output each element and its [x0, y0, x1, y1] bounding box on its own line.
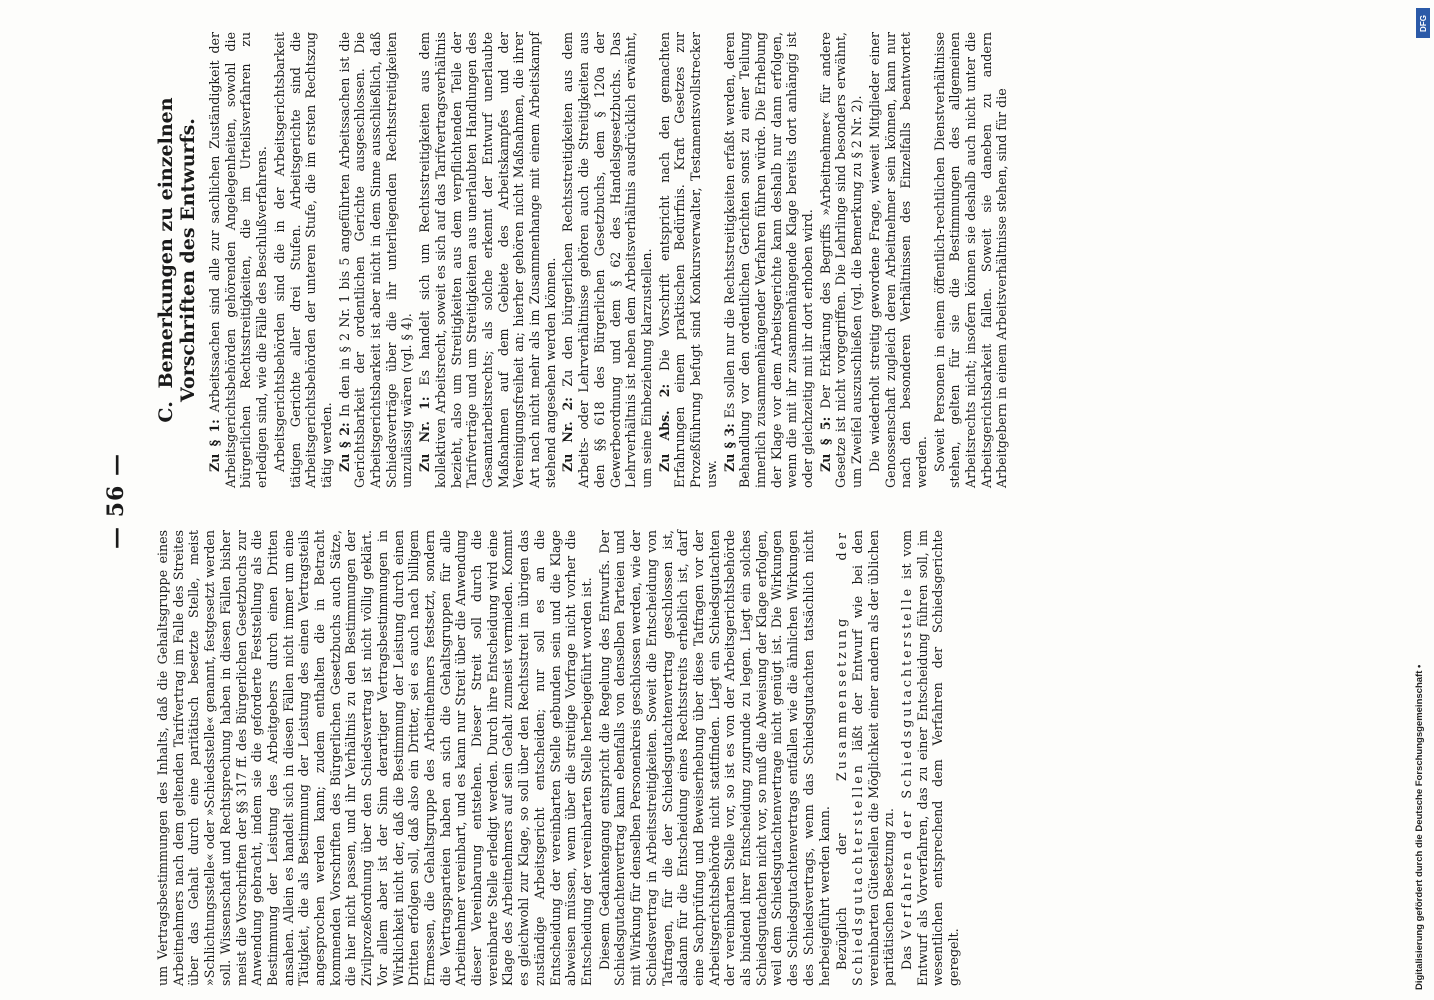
paragraph: Diesem Gedankengang entspricht die Regelung des Entwurfs. Der Schiedsgutachtenvertrag kann ebenfalls von denselben Parteien und mit Wirkung für denselben Personenkreis geschlossen werden, wie der Schiedsvertrag in Arbeitsstreitigkeiten. Soweit die Entscheidung von Tatfragen, für die der Schiedsgutachtenvertrag geschlossen ist, alsdann für die Entscheidung eines Rechtsstreits erheblich ist, darf eine Sachprüfung und Beweiserhebung über diese Tatfragen vor der Arbeitsgerichtsbehörde nicht stattfinden. Liegt ein Schiedsgutachten der vereinbarten Stelle vor, so ist es von der Arbeitsgerichtsbehörde als bindend ihrer Entscheidung zugrunde zu legen. Liegt ein solches Schiedsgutachten nicht vor, so muß die Abweisung der Klage erfolgen, weil dem Schiedsgutachtenvertrage nicht genügt ist. Die Wirkungen des Schiedsgutachtenvertrags entfallen wie die ähnlichen Wirkungen des Schiedsvertrags, wenn das Schiedsgutachten tatsächlich nicht herbeigeführt werden kann.: [596, 530, 832, 986]
paragraph-text: In den in § 2 Nr. 1 bis 5 angeführten Arbeitssachen ist die Gerichtsbarkeit der ordentlichen Gerichte ausgeschlossen. Die Arbeitsgerichtsbarkeit ist aber nicht in dem Sinne ausschließlich, daß Schiedsverträge über die ihr unterliegenden Rechtsstreitigkeiten unzulässig wären (vgl. § 4).: [336, 32, 415, 488]
dfg-logo-text: DFG: [1418, 14, 1428, 32]
paragraph-lead: Das: [899, 945, 915, 970]
paragraph-text: Zu den bürgerlichen Rechtsstreitigkeiten aus dem Arbeits- oder Lehrverhältnisse gehören auch die Streitigkeiten aus den §§ 618 des Bürgerlichen Gesetzbuchs, dem § 120a der Gewerbeordnung und dem § 62 des Handelsgesetzbuchs. Das Lehrverhältnis ist neben dem Arbeitsverhältnis ausdrücklich erwähnt, um seine Einbeziehung klarzustellen.: [560, 32, 654, 488]
section-reference: Zu § 2:: [336, 422, 352, 472]
section-reference: Zu Nr. 2:: [560, 397, 576, 472]
paragraph: [560, 32, 654, 488]
paragraph: Die wiederholt streitig gewordene Frage, wieweit Mitglieder einer Genossenschaft zugleich deren Arbeitnehmer sein können, kann nur nach den besonderen Verhältnissen des Einzelfalls beantwortet werden.: [866, 32, 929, 488]
section-reference: Zu § 1:: [207, 419, 222, 472]
dfg-logo: [1416, 8, 1430, 38]
section-heading: [155, 32, 199, 488]
paragraph: [834, 530, 897, 986]
paragraph: [722, 32, 816, 488]
paragraph-text: Arbeitssachen sind alle zur sachlichen Zuständigkeit der Arbeitsgerichtsbehörden gehörenden Angelegenheiten, sowohl die bürgerlichen Rechtsstreitigkeiten, die im Urteilsverfahren zu erledigen sind, wie die Fälle des Beschlußverfahrens.: [207, 32, 270, 488]
section-reference: Zu § 5:: [817, 416, 833, 472]
paragraph-rest: läßt der Entwurf wie bei den vereinbarten Gütestellen die Möglichkeit einer andern als der üblichen paritätischen Besetzung zu.: [849, 530, 897, 986]
section-reference: Zu Nr. 1:: [417, 396, 433, 472]
right-text-column: [155, 32, 1012, 488]
paragraph: [207, 32, 270, 488]
paragraph-text: Der Erklärung des Begriffs »Arbeitnehmer« für andere Gesetze ist nicht vorgegriffen. Die Lehrlinge sind besonders erwähnt, um Zweifel auszuschließen (vgl. die Bemerkung zu § 2 Nr. 2).: [817, 32, 865, 488]
spaced-emphasis: Zusammensetzung der Schiedsgutachterstellen: [834, 530, 865, 986]
digitization-credit: Digitalisierung gefördert durch die Deutsche Forschungsgemeinschaft •: [1414, 664, 1425, 990]
section-reference: Zu § 3:: [721, 423, 737, 472]
paragraph: [899, 530, 962, 986]
paragraph: Arbeitsgerichtsbehörden sind die in der Arbeitsgerichtsbarkeit tätigen Gerichte aller drei Stufen. Arbeitsgerichte sind die Arbeitsgerichtsbehörden der unteren Stufe, die im ersten Rechtszug tätig werden.: [271, 32, 334, 488]
paragraph-text: Es handelt sich um Rechtsstreitigkeiten aus dem kollektiven Arbeitsrecht, soweit es sich auf das Tarifvertragsverhältnis bezieht, also um Streitigkeiten aus dem verpflichtenden Teile der Tarifverträge und um Streitigkeiten aus unerlaubten Handlungen des Gesamtarbeitsrechts; als solche erkennt der Entwurf unerlaubte Maßnahmen auf dem Gebiete des Arbeitskampfes und der Vereinigungsfreiheit an; hierher gehören nicht Maßnahmen, die ihrer Art nach nicht mehr als im Zusammenhange mit einem Arbeitskampf stehend angesehen werden können.: [417, 32, 558, 488]
paragraph-text: Es sollen nur die Rechtsstreitigkeiten erfaßt werden, deren Behandlung vor den ordentlichen Gerichten sonst zu einer Teilung innerlich zusammenhängender Verfahren führen würde. Die Erhebung der Klage vor dem Arbeitsgerichte kann deshalb nur dann erfolgen, wenn die mit ihr zusammenhängende Klage bereits dort anhängig ist oder gleichzeitig mit ihr dort erhoben wird.: [721, 31, 816, 488]
paragraph: [337, 32, 416, 488]
paragraph: [657, 32, 720, 488]
left-text-column: [155, 530, 964, 986]
section-letter: C.: [155, 401, 177, 423]
section-reference: Zu Abs. 2:: [656, 383, 672, 472]
paragraph: Soweit Personen in einem öffentlich-rechtlichen Dienstverhältnisse stehen, gelten für sie die Bestimmungen des allgemeinen Arbeitsrechts nicht; insofern können sie deshalb auch nicht unter die Arbeitsgerichtsbarkeit fallen. Soweit sie daneben zu andern Arbeitgebern in einem Arbeitsverhältnisse stehen, sind für die: [931, 32, 1010, 488]
book-page: [97, 0, 1297, 1000]
section-title: Bemerkungen zu einzelnen Vorschriften des Entwurfs.: [155, 97, 199, 402]
paragraph-text: Die Vorschrift entspricht nach den gemachten Erfahrungen einem praktischen Bedürfnis. Kraft Gesetzes zur Prozeßführung befugt sind Konkursverwalter, Testamentsvollstrecker usw.: [656, 32, 719, 488]
paragraph-lead: Bezüglich der: [834, 833, 850, 970]
spaced-emphasis: Verfahren der Schiedsgutachterstelle: [899, 585, 915, 940]
paragraph: um Vertragsbestimmungen des Inhalts, daß die Gehaltsgruppe eines Arbeitnehmers nach dem geltenden Tarifvertrag im Falle des Streites über das Gehalt durch eine paritätisch besetzte Stelle, meist »Schlichtungsstelle« oder »Schiedsstelle« genannt, festgesetzt werden soll. Wissenschaft und Rechtsprechung haben in diesen Fällen bisher meist die Vorschriften der §§ 317 ff. des Bürgerlichen Gesetzbuchs zur Anwendung gebracht, indem sie die geforderte Feststellung als die Bestimmung der Leistung des Arbeitgebers durch einen Dritten ansahen. Allein es handelt sich in diesen Fällen nicht immer um eine Tätigkeit, die als Bestimmung der Leistung des einen Vertragsteils angesprochen werden kann; zudem enthalten die in Betracht kommenden Vorschriften des Bürgerlichen Gesetzbuchs auch Sätze, die hier nicht passen, und ihr Verhältnis zu den Bestimmungen der Zivilprozeßordnung über den Schiedsvertrag ist nicht völlig geklärt. Vor allem aber ist der Sinn derartiger Vertragsbestimmungen in Wirklichkeit nicht der, daß die Bestimmung der Leistung durch einen Dritten erfolgen soll, daß also ein Dritter, sei es auch nach billigem Ermessen, die Gehaltsgruppe des Arbeitnehmers festsetzt, sondern die Vertragsparteien haben an sich die Gehaltsgruppen für alle Arbeitnehmer vereinbart, und es kann nur Streit über die Anwendung dieser Vereinbarung entstehen. Dieser Streit soll durch die vereinbarte Stelle erledigt werden. Durch ihre Entscheidung wird eine Klage des Arbeitnehmers auf sein Gehalt zumeist vermieden. Kommt es gleichwohl zur Klage, so soll über den Rechtsstreit im übrigen das zuständige Arbeitsgericht entscheiden; nur soll es an die Entscheidung der vereinbarten Stelle gebunden sein und die Klage abweisen müssen, wenn über die streitige Vorfrage nicht vorher die Entscheidung der vereinbarten Stelle herbeigeführt worden ist.: [155, 530, 594, 986]
paragraph: [818, 32, 865, 488]
page-number: — 56 —: [103, 453, 129, 549]
paragraph: [417, 32, 558, 488]
paragraph-rest: ist vom Entwurf als Vorverfahren, das zu einer Entscheidung führen soll, im wesentlichen entsprechend dem Verfahren der Schiedsgerichte geregelt.: [899, 530, 962, 986]
